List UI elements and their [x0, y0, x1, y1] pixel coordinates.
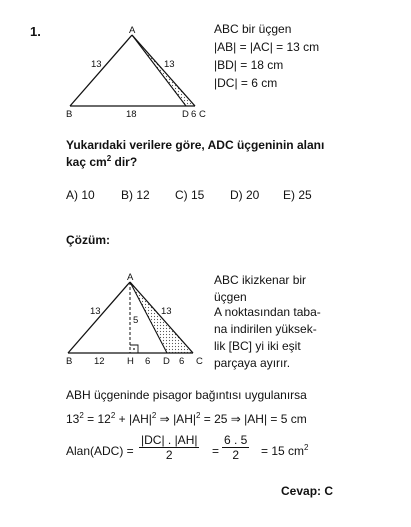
solution-note: A noktasından taba- — [214, 305, 321, 319]
vertex-label-b: B — [66, 109, 73, 120]
question-prompt-cont — [66, 155, 137, 169]
eq-sup: 2 — [195, 411, 201, 420]
solution-note: lik [BC] yi iki eşit — [214, 339, 301, 353]
solution-note: parçaya ayırır. — [214, 356, 291, 370]
vertex-label-b: B — [66, 356, 73, 367]
choice-e[interactable]: E) 25 — [283, 188, 312, 202]
prompt-superscript: 2 — [106, 154, 112, 163]
right-angle-dot — [133, 348, 135, 350]
area-result — [261, 444, 308, 458]
solution-triangle-figure — [66, 273, 206, 373]
side-label-dc: 6 — [191, 109, 197, 120]
question-prompt: Yukarıdaki verilere göre, ADC üçgeninin alanı — [66, 138, 325, 152]
side-ab — [68, 282, 130, 353]
vertex-label-c: C — [199, 109, 206, 120]
side-label-ab: 13 — [90, 306, 101, 317]
fraction-numerator: |DC| . |AH| — [141, 433, 198, 447]
given-line: ABC bir üçgen — [214, 22, 292, 36]
side-label-bd: 18 — [126, 109, 137, 120]
fraction-denominator: 2 — [165, 448, 173, 462]
side-label-bh: 12 — [94, 356, 105, 367]
solution-note: ABC ikizkenar bir — [214, 273, 307, 287]
question-number: 1. — [30, 24, 41, 39]
area-result-sup: 2 — [304, 443, 309, 452]
eq-sup: 2 — [151, 411, 157, 420]
side-label-ah: 5 — [133, 315, 139, 326]
choice-c[interactable]: C) 15 — [175, 188, 205, 202]
eq-sup: 2 — [79, 411, 84, 420]
side-label-ab: 13 — [91, 59, 102, 70]
vertex-label-h: H — [127, 356, 134, 367]
area-fraction-2 — [222, 433, 249, 462]
vertex-label-d: D — [163, 356, 170, 367]
answer-label: Cevap: C — [281, 484, 334, 498]
vertex-label-a: A — [127, 272, 134, 283]
pythagoras-equation — [66, 412, 307, 426]
choice-d[interactable]: D) 20 — [230, 188, 260, 202]
side-label-dc: 6 — [179, 356, 185, 367]
vertex-label-d: D — [182, 109, 189, 120]
eq-part: = 25 ⇒ |AH| = 5 cm — [200, 412, 307, 426]
choice-b[interactable]: B) 12 — [121, 188, 150, 202]
eq-part: ⇒ |AH| — [156, 412, 196, 426]
side-ab — [70, 35, 132, 106]
prompt-text: kaç cm — [66, 155, 107, 169]
eq-part: 13 — [66, 412, 80, 426]
eq-part: + |AH| — [115, 412, 152, 426]
side-label-ac: 13 — [164, 59, 175, 70]
fraction-numerator: 6 . 5 — [224, 433, 248, 447]
area-lhs: Alan(ADC) = — [66, 444, 134, 458]
vertex-label-a: A — [129, 25, 136, 36]
solution-heading: Çözüm: — [66, 233, 110, 247]
given-line: |BD| = 18 cm — [214, 58, 284, 72]
choice-a[interactable]: A) 10 — [66, 188, 95, 202]
solution-note: üçgen — [214, 290, 247, 304]
area-equals: = — [212, 444, 220, 458]
given-line: |DC| = 6 cm — [214, 76, 278, 90]
eq-part: = 12 — [83, 412, 111, 426]
question-triangle-figure — [66, 24, 206, 124]
fraction-denominator: 2 — [232, 448, 240, 462]
side-label-hd: 6 — [145, 356, 151, 367]
eq-sup: 2 — [110, 411, 116, 420]
solution-note: na indirilen yüksek- — [214, 322, 317, 336]
prompt-text-end: dir? — [111, 155, 138, 169]
side-label-ac: 13 — [161, 306, 172, 317]
area-fraction-1 — [139, 433, 199, 462]
given-line: |AB| = |AC| = 13 cm — [214, 40, 320, 54]
pythagoras-intro: ABH üçgeninde pisagor bağıntısı uygulanırsa — [66, 388, 307, 402]
vertex-label-c: C — [196, 356, 203, 367]
side-ac — [132, 35, 195, 106]
segment-ad — [132, 35, 186, 106]
area-result-text: = 15 cm — [261, 444, 305, 458]
